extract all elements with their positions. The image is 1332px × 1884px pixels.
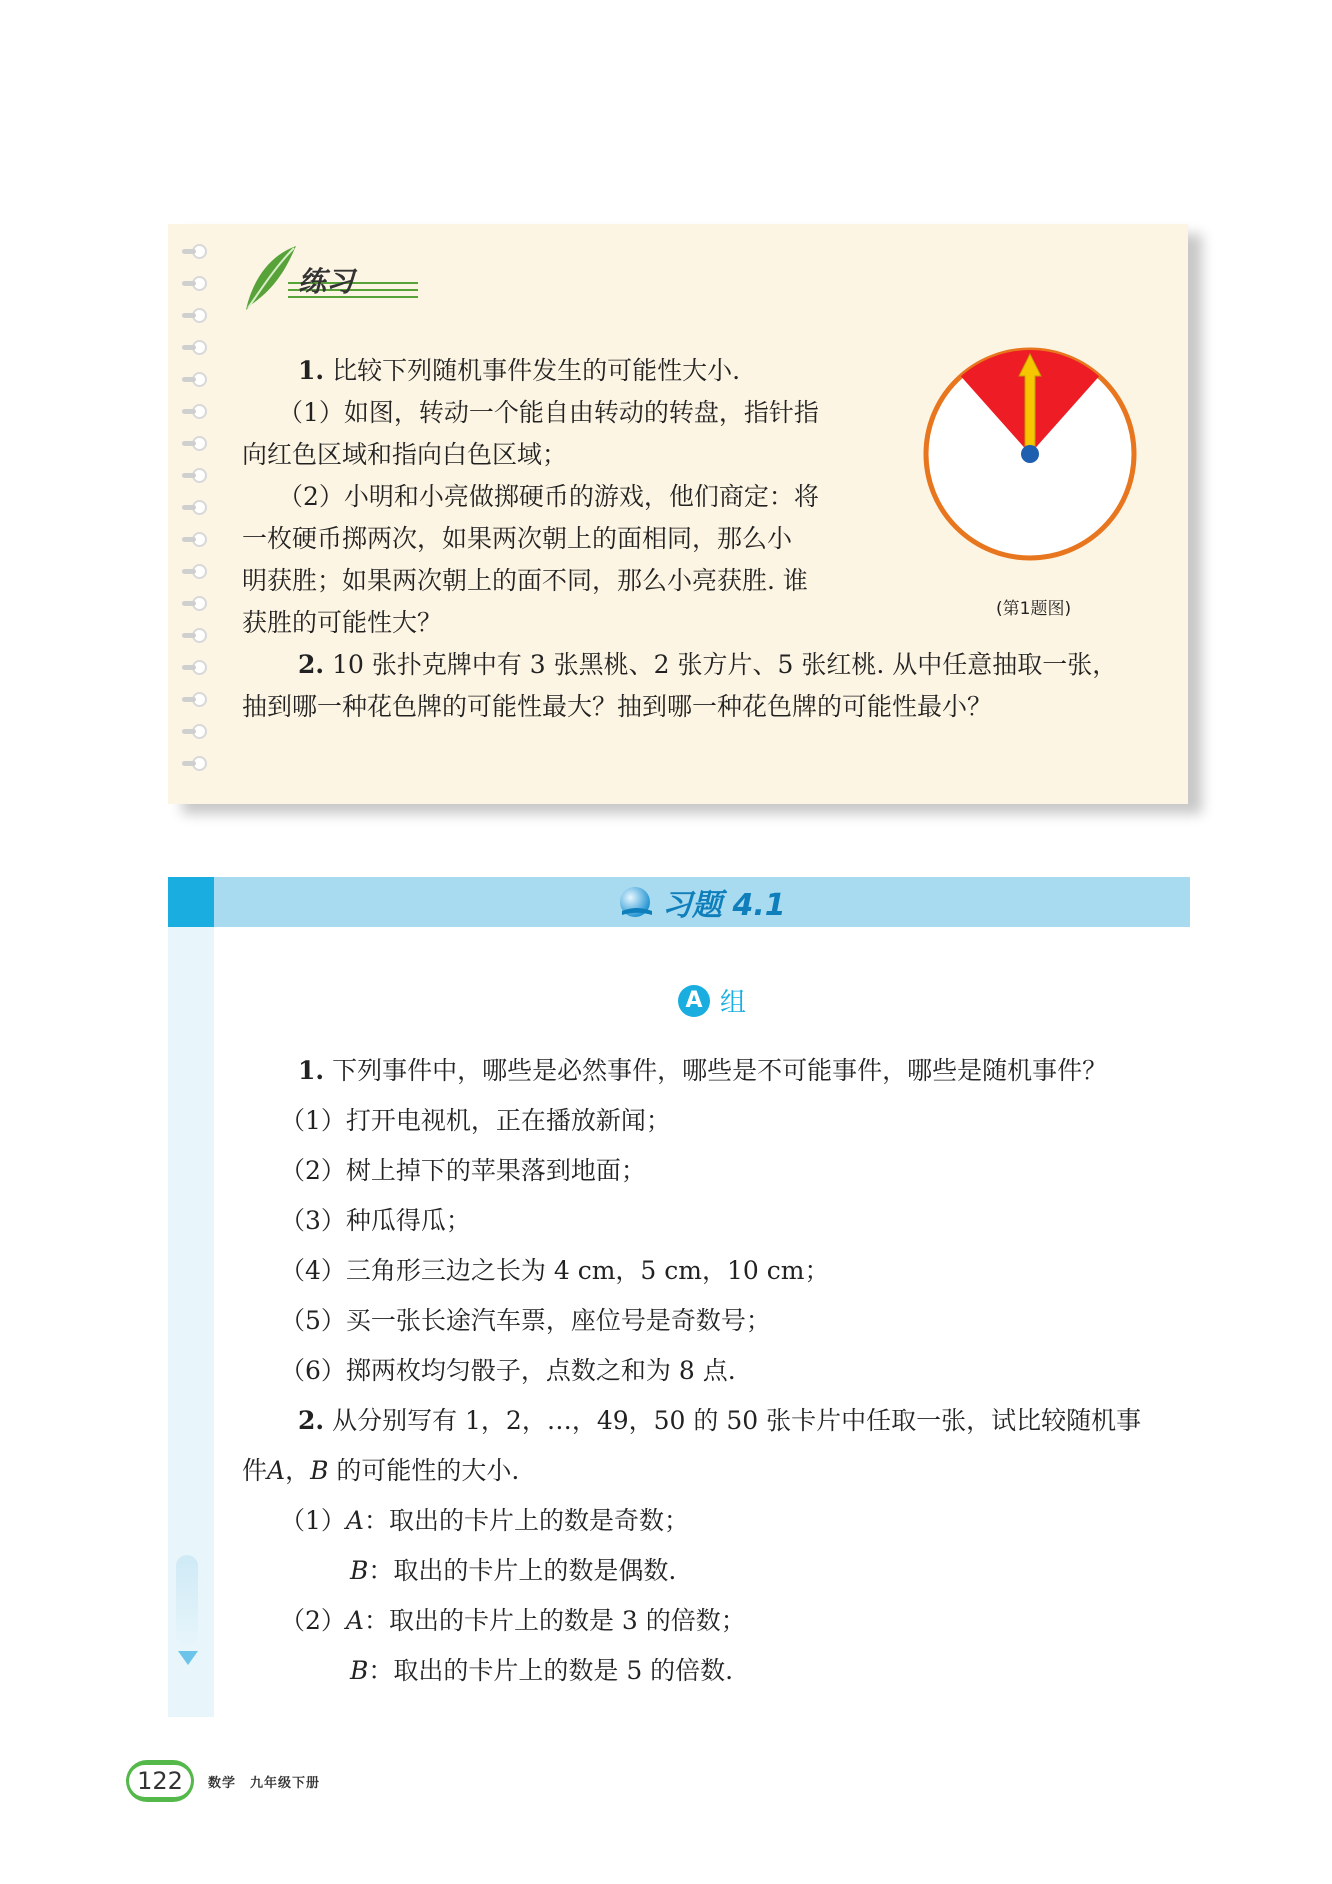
binder-ring xyxy=(192,468,207,483)
exercise-title: 习题 4.1 xyxy=(618,880,786,924)
exercise-q1-item: （2）树上掉下的苹果落到地面； xyxy=(280,1156,646,1185)
practice-title: 练习 xyxy=(298,265,355,298)
practice-q1-part2-line2: 一枚硬币掷两次，如果两次朝上的面相同，那么小 xyxy=(242,524,793,553)
binder-ring xyxy=(192,340,207,355)
practice-q1-part2-line1: （2）小明和小亮做掷硬币的游戏，他们商定：将 xyxy=(278,482,819,511)
side-scroll-pill xyxy=(176,1555,198,1645)
spinner-figure xyxy=(920,330,1140,570)
page-number-badge xyxy=(126,1760,194,1802)
exercise-q2-line2: 件A，B 的可能性的大小. xyxy=(242,1456,520,1485)
exercise-q1-item: （4）三角形三边之长为 4 cm，5 cm，10 cm； xyxy=(280,1256,830,1285)
binder-ring xyxy=(192,404,207,419)
binder-ring xyxy=(192,628,207,643)
exercise-q2-part1a: （1）A：取出的卡片上的数是奇数； xyxy=(280,1506,689,1535)
exercise-q1-item: （1）打开电视机，正在播放新闻； xyxy=(280,1106,671,1135)
globe-icon xyxy=(618,885,652,919)
practice-card xyxy=(168,224,1188,804)
footer-text xyxy=(208,1772,334,1791)
practice-q1-part2-line4: 获胜的可能性大？ xyxy=(242,608,443,637)
page-number: 122 xyxy=(129,1765,191,1797)
exercise-q1-item: （5）买一张长途汽车票，座位号是奇数号； xyxy=(280,1306,771,1335)
binder-ring xyxy=(192,436,207,451)
footer-subject: 数学 xyxy=(208,1775,237,1791)
binder-ring xyxy=(192,500,207,515)
footer-grade: 九年级下册 xyxy=(250,1775,321,1791)
binder-ring xyxy=(192,724,207,739)
binder-ring xyxy=(192,564,207,579)
practice-q1-part1-line2: 向红色区域和指向白色区域； xyxy=(242,440,568,469)
exercise-q1-item: （3）种瓜得瓜； xyxy=(280,1206,471,1235)
binder-ring xyxy=(192,692,207,707)
binder-ring xyxy=(192,756,207,771)
binder-ring xyxy=(192,276,207,291)
exercise-q2-line1: 2. 从分别写有 1，2，…，49，50 的 50 张卡片中任取一张，试比较随机事 xyxy=(298,1406,1142,1435)
page-footer xyxy=(126,1760,334,1802)
practice-q1-head: 1. 比较下列随机事件发生的可能性大小. xyxy=(298,356,741,385)
binder-ring xyxy=(192,372,207,387)
binder-ring xyxy=(192,596,207,611)
practice-q1-part2-line3: 明获胜；如果两次朝上的面不同，那么小亮获胜. 谁 xyxy=(242,566,808,595)
binder-ring xyxy=(192,532,207,547)
exercise-q2-part2b: B：取出的卡片上的数是 5 的倍数. xyxy=(350,1656,734,1685)
exercise-q2-part1b: B：取出的卡片上的数是偶数. xyxy=(350,1556,677,1585)
exercise-q1-item: （6）掷两枚均匀骰子，点数之和为 8 点. xyxy=(280,1356,736,1385)
spinner-center xyxy=(1021,445,1039,463)
group-badge: A xyxy=(678,985,710,1017)
practice-q2-line1: 2. 10 张扑克牌中有 3 张黑桃、2 张方片、5 张红桃. 从中任意抽取一张， xyxy=(298,650,1118,679)
group-label: 组 xyxy=(720,988,747,1018)
triangle-down-icon xyxy=(177,1650,199,1666)
binder-ring xyxy=(192,660,207,675)
practice-q1-part1-line1: （1）如图，转动一个能自由转动的转盘，指针指 xyxy=(278,398,819,427)
binder-ring xyxy=(192,308,207,323)
practice-q2-line2: 抽到哪一种花色牌的可能性最大？抽到哪一种花色牌的可能性最小？ xyxy=(242,692,993,721)
figure-caption: (第1题图) xyxy=(996,599,1072,619)
exercise-q2-part2a: （2）A：取出的卡片上的数是 3 的倍数； xyxy=(280,1606,746,1635)
binder-ring xyxy=(192,244,207,259)
group-heading xyxy=(678,982,746,1019)
exercise-header-block xyxy=(168,877,214,927)
exercise-q1-head: 1. 下列事件中，哪些是必然事件，哪些是不可能事件，哪些是随机事件？ xyxy=(298,1056,1108,1085)
